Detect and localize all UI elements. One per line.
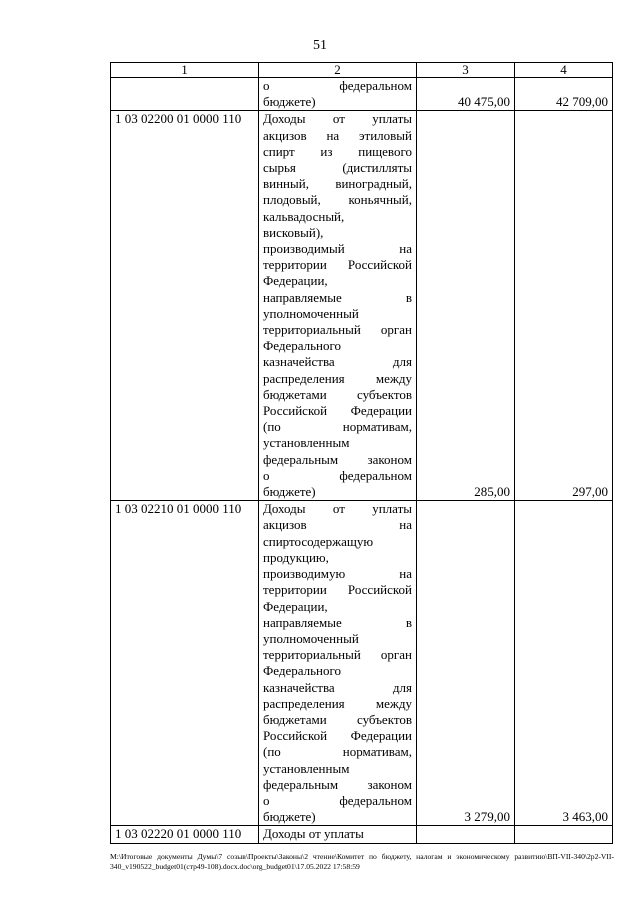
row-name: [259, 78, 417, 111]
row-name-line: направляемые в: [263, 614, 412, 630]
row-name-line: Доходы от уплаты: [263, 826, 364, 842]
row-code: [111, 78, 259, 111]
row-name-line: распределения между: [263, 695, 412, 711]
table-row: [111, 111, 613, 501]
row-name-line: Российской Федерации: [263, 403, 412, 419]
header-col-1: 1: [111, 63, 259, 78]
row-name: [259, 111, 417, 501]
row-name-line: акцизов на: [263, 517, 412, 533]
row-name-line: бюджете): [263, 484, 316, 500]
row-name-line: казначейства для: [263, 679, 412, 695]
row-name-line: производимую на: [263, 566, 412, 582]
row-name-line: висковый),: [263, 224, 324, 240]
row-value-col-3: 3 279,00: [417, 501, 515, 826]
row-name-line: территории Российской: [263, 257, 412, 273]
row-name-line: уполномоченный: [263, 630, 359, 646]
row-name-line: о федеральном: [263, 467, 412, 483]
row-name-line: бюджете): [263, 94, 316, 110]
header-col-4: 4: [515, 63, 613, 78]
row-name-line: Федерального: [263, 338, 342, 354]
row-name-line: спиртосодержащую: [263, 533, 374, 549]
footer-path-line-2: 340_v190522_budget01(стр49-108).docx.doc\org_budget01\17.05.2022 17:58:59: [110, 862, 360, 871]
row-name-line: федеральным законом: [263, 776, 412, 792]
header-col-3: 3: [417, 63, 515, 78]
table-row: [111, 78, 613, 111]
row-name-line: кальвадосный,: [263, 208, 345, 224]
row-name-line: территориальный орган: [263, 647, 412, 663]
row-name-line: о федеральном: [263, 792, 412, 808]
row-name-line: распределения между: [263, 370, 412, 386]
row-name-line: Доходы от уплаты: [263, 111, 412, 127]
row-value-col-3: 285,00: [417, 111, 515, 501]
row-code: 1 03 02220 01 0000 110: [111, 826, 259, 843]
table-body: [111, 78, 613, 844]
row-code: 1 03 02210 01 0000 110: [111, 501, 259, 826]
row-value-col-4: 42 709,00: [515, 78, 613, 111]
row-name-line: бюджете): [263, 809, 316, 825]
row-name-line: казначейства для: [263, 354, 412, 370]
footer-path-line-1: М:\Итоговые документы Думы\7 созыв\Проекты\Законы\2 чтение\Комитет по бюджету, налогам и экономическому развитию\ВП-VII-340\2p2-VII-: [110, 852, 614, 861]
row-name-line: Федерации,: [263, 598, 328, 614]
budget-table: [110, 62, 613, 844]
row-name-line: плодовый, коньячный,: [263, 192, 412, 208]
table-header-row: [111, 63, 613, 78]
row-name-line: (по нормативам,: [263, 419, 412, 435]
row-name-line: (по нормативам,: [263, 744, 412, 760]
row-value-col-3: 40 475,00: [417, 78, 515, 111]
row-code: 1 03 02200 01 0000 110: [111, 111, 259, 501]
row-name-line: винный, виноградный,: [263, 176, 412, 192]
row-name-line: установленным: [263, 760, 350, 776]
row-name-line: федеральным законом: [263, 451, 412, 467]
row-value-col-4: [515, 826, 613, 843]
row-value-col-4: 3 463,00: [515, 501, 613, 826]
row-name-line: бюджетами субъектов: [263, 386, 412, 402]
row-name: [259, 826, 417, 843]
table-row: [111, 826, 613, 843]
row-name-line: о федеральном: [263, 78, 412, 93]
table-row: [111, 501, 613, 826]
row-name-line: Российской Федерации: [263, 728, 412, 744]
row-name-line: сырья (дистилляты: [263, 160, 412, 176]
row-value-col-4: 297,00: [515, 111, 613, 501]
row-name-line: установленным: [263, 435, 350, 451]
row-name-line: производимый на: [263, 241, 412, 257]
row-name-line: уполномоченный: [263, 305, 359, 321]
page-number: 51: [313, 38, 327, 53]
header-col-2: 2: [259, 63, 417, 78]
file-path-footer: [110, 852, 614, 872]
row-name-line: Федерального: [263, 663, 342, 679]
row-name-line: акцизов на этиловый: [263, 127, 412, 143]
row-value-col-3: [417, 826, 515, 843]
row-name: [259, 501, 417, 826]
row-name-line: бюджетами субъектов: [263, 711, 412, 727]
row-name-line: направляемые в: [263, 289, 412, 305]
row-name-line: Федерации,: [263, 273, 328, 289]
row-name-line: продукцию,: [263, 549, 329, 565]
row-name-line: территории Российской: [263, 582, 412, 598]
row-name-line: спирт из пищевого: [263, 143, 412, 159]
row-name-line: территориальный орган: [263, 322, 412, 338]
row-name-line: Доходы от уплаты: [263, 501, 412, 517]
